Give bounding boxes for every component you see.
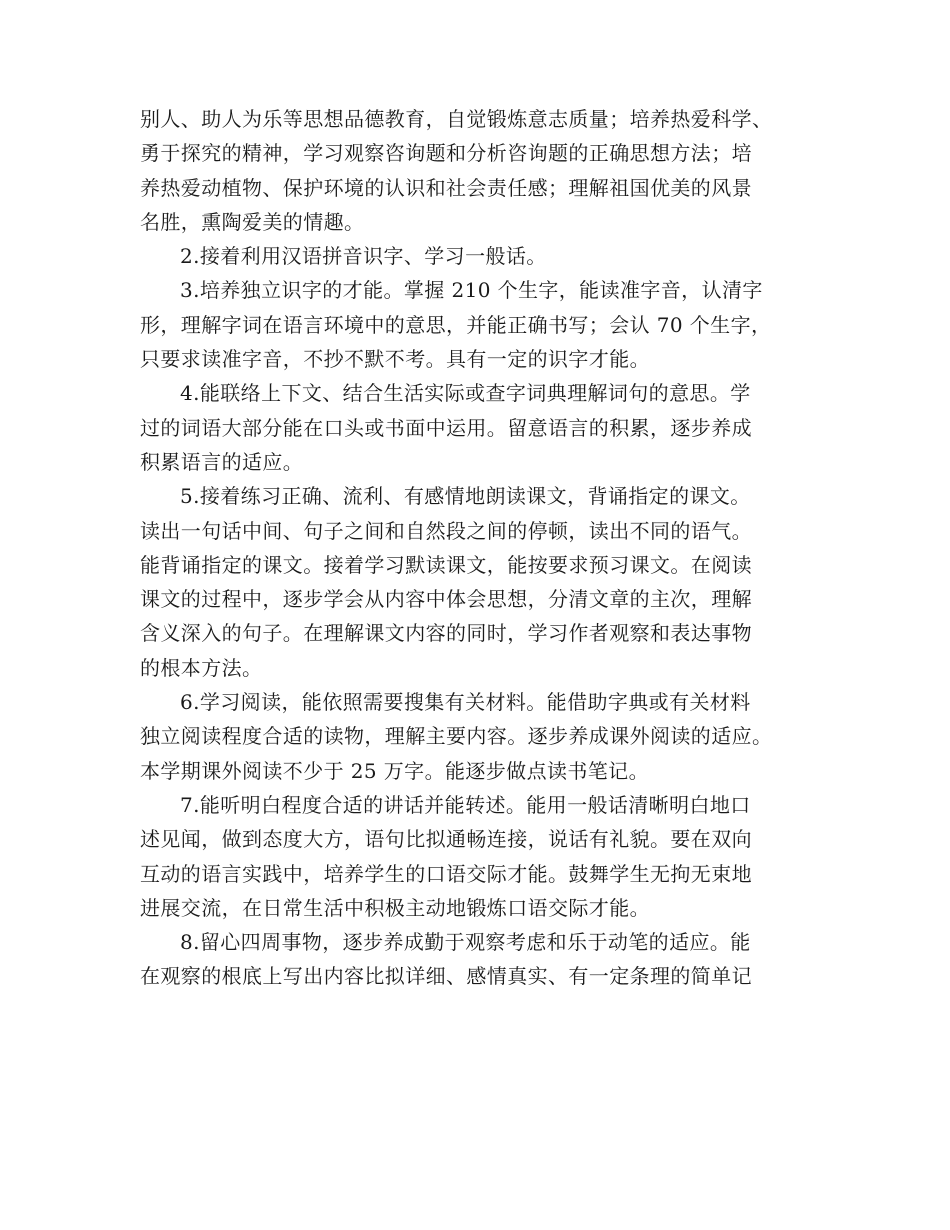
text-line: 积累语言的适应。 bbox=[140, 449, 304, 474]
text-line: 互动的语言实践中，培养学生的口语交际才能。鼓舞学生无拘无束地 bbox=[140, 861, 752, 886]
text-line: 读出一句话中间、句子之间和自然段之间的停顿，读出不同的语气。 bbox=[140, 518, 752, 543]
text-line: 3.培养独立识字的才能。掌握 210 个生字，能读准字音，认清字 bbox=[180, 278, 763, 303]
text-line: 2.接着利用汉语拼音识字、学习一般话。 bbox=[180, 244, 547, 269]
text-line: 的根本方法。 bbox=[140, 655, 263, 680]
text-line: 8.留心四周事物，逐步养成勤于观察考虑和乐于动笔的适应。能 bbox=[180, 930, 751, 955]
text-line: 5.接着练习正确、流利、有感情地朗读课文，背诵指定的课文。 bbox=[180, 484, 751, 509]
text-line: 课文的过程中，逐步学会从内容中体会思想，分清文章的主次，理解 bbox=[140, 587, 752, 612]
text-line: 只要求读准字音，不抄不默不考。具有一定的识字才能。 bbox=[140, 347, 650, 372]
text-line: 在观察的根底上写出内容比拟详细、感情真实、有一定条理的简单记 bbox=[140, 964, 752, 989]
text-line: 独立阅读程度合适的读物，理解主要内容。逐步养成课外阅读的适应。 bbox=[140, 724, 773, 749]
text-line: 进展交流，在日常生活中积极主动地锻炼口语交际才能。 bbox=[140, 895, 650, 920]
text-line: 述见闻，做到态度大方，语句比拟通畅连接，说话有礼貌。要在双向 bbox=[140, 827, 752, 852]
text-line: 本学期课外阅读不少于 25 万字。能逐步做点读书笔记。 bbox=[140, 758, 649, 783]
text-line: 能背诵指定的课文。接着学习默读课文，能按要求预习课文。在阅读 bbox=[140, 552, 752, 577]
text-line: 含义深入的句子。在理解课文内容的同时，学习作者观察和表达事物 bbox=[140, 621, 752, 646]
document-body bbox=[140, 102, 812, 994]
text-line: 形，理解字词在语言环境中的意思，并能正确书写；会认 70 个生字， bbox=[140, 312, 772, 337]
text-line: 养热爱动植物、保护环境的认识和社会责任感；理解祖国优美的风景 bbox=[140, 175, 752, 200]
text-line: 6.学习阅读，能依照需要搜集有关材料。能借助字典或有关材料 bbox=[180, 690, 751, 715]
text-line: 4.能联络上下文、结合生活实际或查字词典理解词句的意思。学 bbox=[180, 381, 751, 406]
text-line: 7.能听明白程度合适的讲话并能转述。能用一般话清晰明白地口 bbox=[180, 792, 751, 817]
text-line: 名胜，熏陶爱美的情趣。 bbox=[140, 209, 365, 234]
text-line: 勇于探究的精神，学习观察咨询题和分析咨询题的正确思想方法；培 bbox=[140, 141, 752, 166]
text-line: 过的词语大部分能在口头或书面中运用。留意语言的积累，逐步养成 bbox=[140, 415, 752, 440]
text-line: 别人、助人为乐等思想品德教育，自觉锻炼意志质量；培养热爱科学、 bbox=[140, 107, 773, 131]
